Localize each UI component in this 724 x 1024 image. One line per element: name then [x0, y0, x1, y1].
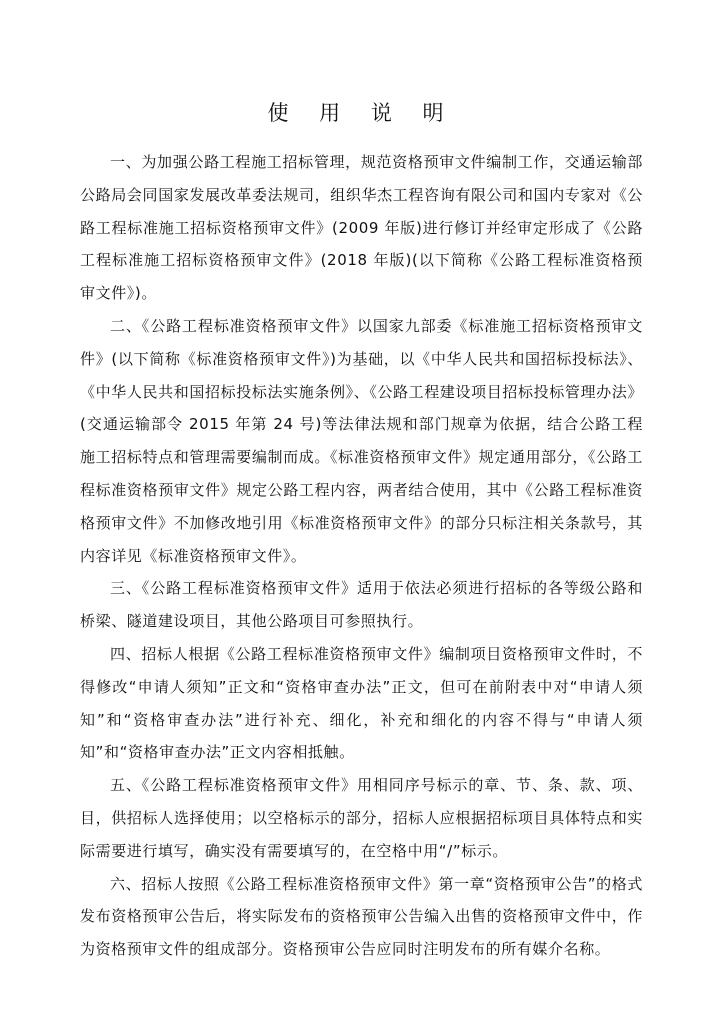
paragraph-4: 四、招标人根据《公路工程标准资格预审文件》编制项目资格预审文件时，不得修改“申请人须知”正文和“资格审查办法”正文，但可在前附表中对“申请人须知”和“资格审查办法”进行补充、细化，补充和细化的内容不得与“申请人须知”和“资格审查办法”正文内容相抵触。	[80, 644, 643, 762]
document-body	[80, 146, 643, 966]
paragraph-2: 二、《公路工程标准资格预审文件》以国家九部委《标准施工招标资格预审文件》(以下简称《标准资格预审文件》)为基础，以《中华人民共和国招标投标法》、《中华人民共和国招标投标法实施条例》、《公路工程建设项目招标投标管理办法》(交通运输部令 2015 年第 24 号)等法律法规和部门规章为依据，结合公路工程施工招标特点和管理需要编制而成。《标准资格预审文件》规定通用部分，《公路工程标准资格预审文件》规定公路工程内容，两者结合使用，其中《公路工程标准资格预审文件》不加修改地引用《标准资格预审文件》的部分只标注相关条款号，其内容详见《标准资格预审文件》。	[80, 316, 643, 565]
page-title: 使 用 说 明	[267, 101, 456, 125]
paragraph-3: 三、《公路工程标准资格预审文件》适用于依法必须进行招标的各等级公路和桥梁、隧道建设项目，其他公路项目可参照执行。	[80, 579, 643, 631]
paragraph-6: 六、招标人按照《公路工程标准资格预审文件》第一章“资格预审公告”的格式发布资格预审公告后，将实际发布的资格预审公告编入出售的资格预审文件中，作为资格预审文件的组成部分。资格预审公告应同时注明发布的所有媒介名称。	[80, 874, 643, 959]
document-page	[80, 0, 643, 1024]
paragraph-5: 五、《公路工程标准资格预审文件》用相同序号标示的章、节、条、款、项、目，供招标人选择使用；以空格标示的部分，招标人应根据招标项目具体特点和实际需要进行填写，确实没有需要填写的，在空格中用“/”标示。	[80, 776, 643, 860]
paragraph-1: 一、为加强公路工程施工招标管理，规范资格预审文件编制工作，交通运输部公路局会同国家发展改革委法规司，组织华杰工程咨询有限公司和国内专家对《公路工程标准施工招标资格预审文件》(2009 年版)进行修订并经审定形成了《公路工程标准施工招标资格预审文件》(2018 年版)(以下简称《公路工程标准资格预审文件》)。	[80, 153, 643, 303]
